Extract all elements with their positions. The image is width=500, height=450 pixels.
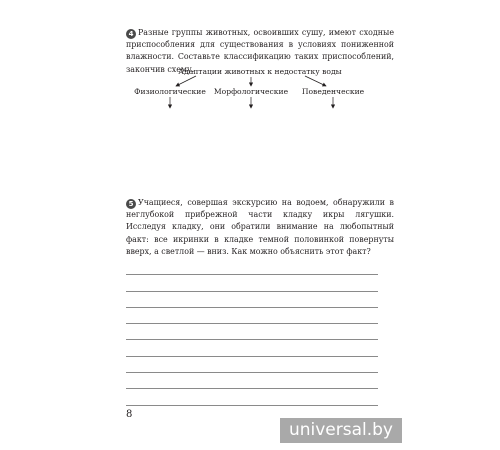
task-5 [126,197,394,258]
task-number-badge: 5 [126,199,136,209]
answer-line[interactable] [126,275,378,291]
answer-line[interactable] [126,373,378,389]
scheme-category-morphological: Морфологические [213,87,289,96]
answer-lines [126,259,378,406]
watermark: universal.by [280,418,402,443]
task-5-text: Учащиеся, совершая экскурсию на водоем, обнаружили в неглубокой прибрежной части кладку икры лягушки. Исследуя кладку, они обратили внимание на любопытный факт: все икринки в кладке темной половинкой повернуты вверх, а светлой — вниз. Как можно объяснить этот факт? [126,198,394,256]
scheme-root: Адаптации животных к недостатку воды [178,67,342,76]
arrow-to-behavioral [305,76,326,86]
scheme-category-behavioral: Поведенческие [301,87,365,96]
answer-line[interactable] [126,292,378,308]
task-number-badge: 4 [126,29,136,39]
scheme-category-physiological: Физиологические [134,87,206,96]
answer-line[interactable] [126,357,378,373]
answer-line[interactable] [126,389,378,405]
answer-line[interactable] [126,324,378,340]
answer-line[interactable] [126,259,378,275]
answer-line[interactable] [126,340,378,356]
arrow-to-physiological [176,76,196,86]
page-number: 8 [126,409,133,420]
task-4-text: Разные группы животных, освоивших сушу, имеют сходные приспособления для существования в условиях пониженной влажности. Составьте классификацию таких приспособлений, закончив схему. [126,28,394,74]
answer-line[interactable] [126,308,378,324]
